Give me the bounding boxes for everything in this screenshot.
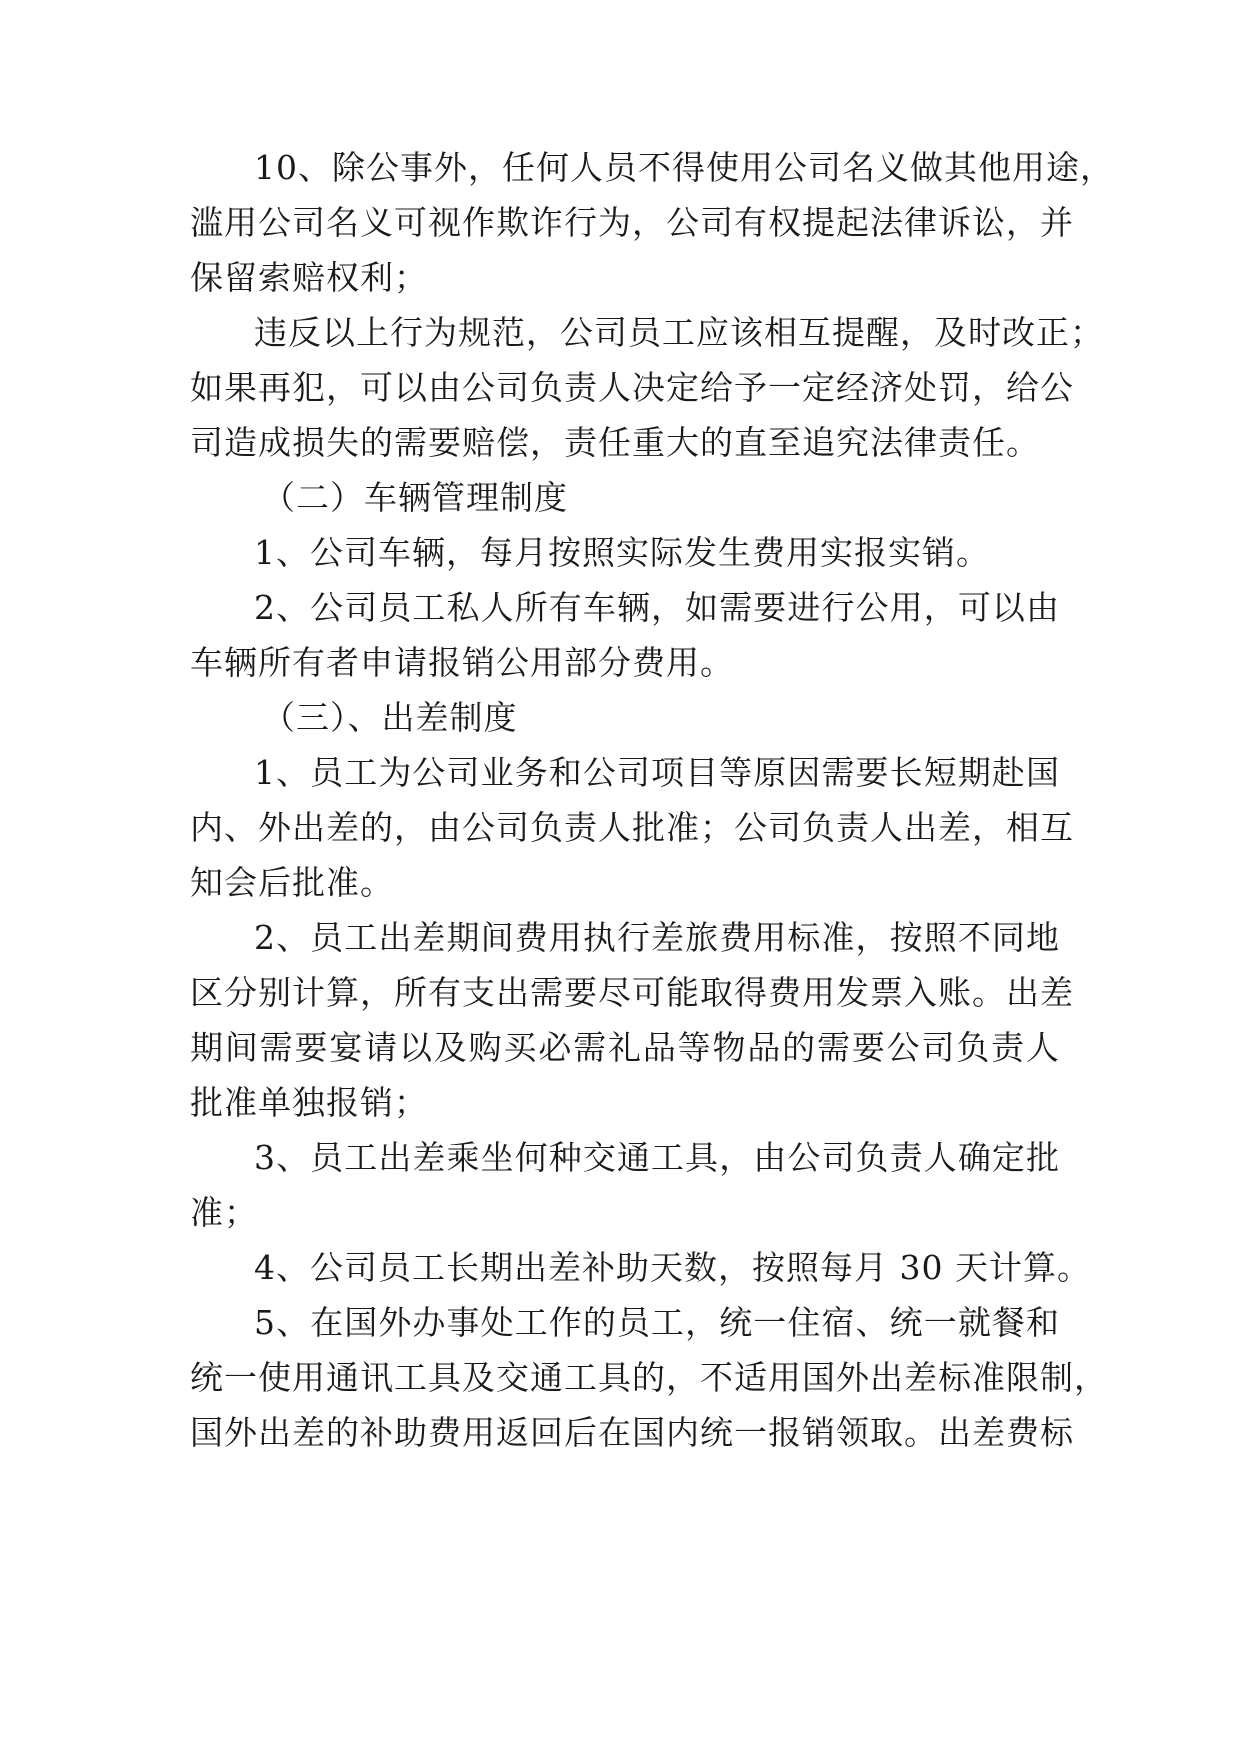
paragraph-line: 滥用公司名义可视作欺诈行为，公司有权提起法律诉讼，并 <box>190 203 1074 242</box>
paragraph-line: 如果再犯，可以由公司负责人决定给予一定经济处罚，给公 <box>190 368 1074 407</box>
paragraph-line: 1、公司车辆，每月按照实际发生费用实报实销。 <box>254 533 990 572</box>
paragraph-line: 10、除公事外，任何人员不得使用公司名义做其他用途， <box>254 148 1114 187</box>
paragraph-line: 2、员工出差期间费用执行差旅费用标准，按照不同地 <box>254 918 1060 957</box>
paragraph-line: 违反以上行为规范，公司员工应该相互提醒，及时改正； <box>254 313 1104 352</box>
paragraph-line: 准； <box>190 1193 258 1232</box>
paragraph-line: 批准单独报销； <box>190 1083 428 1122</box>
paragraph-line: 4、公司员工长期出差补助天数，按照每月 30 天计算。 <box>254 1248 1091 1287</box>
paragraph-line: 2、公司员工私人所有车辆，如需要进行公用，可以由 <box>254 588 1060 627</box>
paragraph-line: 车辆所有者申请报销公用部分费用。 <box>190 643 734 682</box>
paragraph-line: 保留索赔权利； <box>190 258 428 297</box>
paragraph-line: 统一使用通讯工具及交通工具的，不适用国外出差标准限制， <box>190 1358 1108 1397</box>
paragraph-line: 知会后批准。 <box>190 863 394 902</box>
paragraph-line: 期间需要宴请以及购买必需礼品等物品的需要公司负责人 <box>190 1028 1060 1067</box>
paragraph-line: 内、外出差的，由公司负责人批准；公司负责人出差，相互 <box>190 808 1074 847</box>
paragraph-line: 5、在国外办事处工作的员工，统一住宿、统一就餐和 <box>254 1303 1060 1342</box>
paragraph-line: 司造成损失的需要赔偿，责任重大的直至追究法律责任。 <box>190 423 1040 462</box>
paragraph-line: 3、员工出差乘坐何种交通工具，由公司负责人确定批 <box>254 1138 1060 1177</box>
paragraph-line: 区分别计算，所有支出需要尽可能取得费用发票入账。出差 <box>190 973 1074 1012</box>
paragraph-line: 国外出差的补助费用返回后在国内统一报销领取。出差费标 <box>190 1413 1074 1452</box>
paragraph-line: 1、员工为公司业务和公司项目等原因需要长短期赴国 <box>254 753 1060 792</box>
section-heading: （三）、出差制度 <box>262 698 518 737</box>
section-heading: （二）车辆管理制度 <box>262 478 568 517</box>
